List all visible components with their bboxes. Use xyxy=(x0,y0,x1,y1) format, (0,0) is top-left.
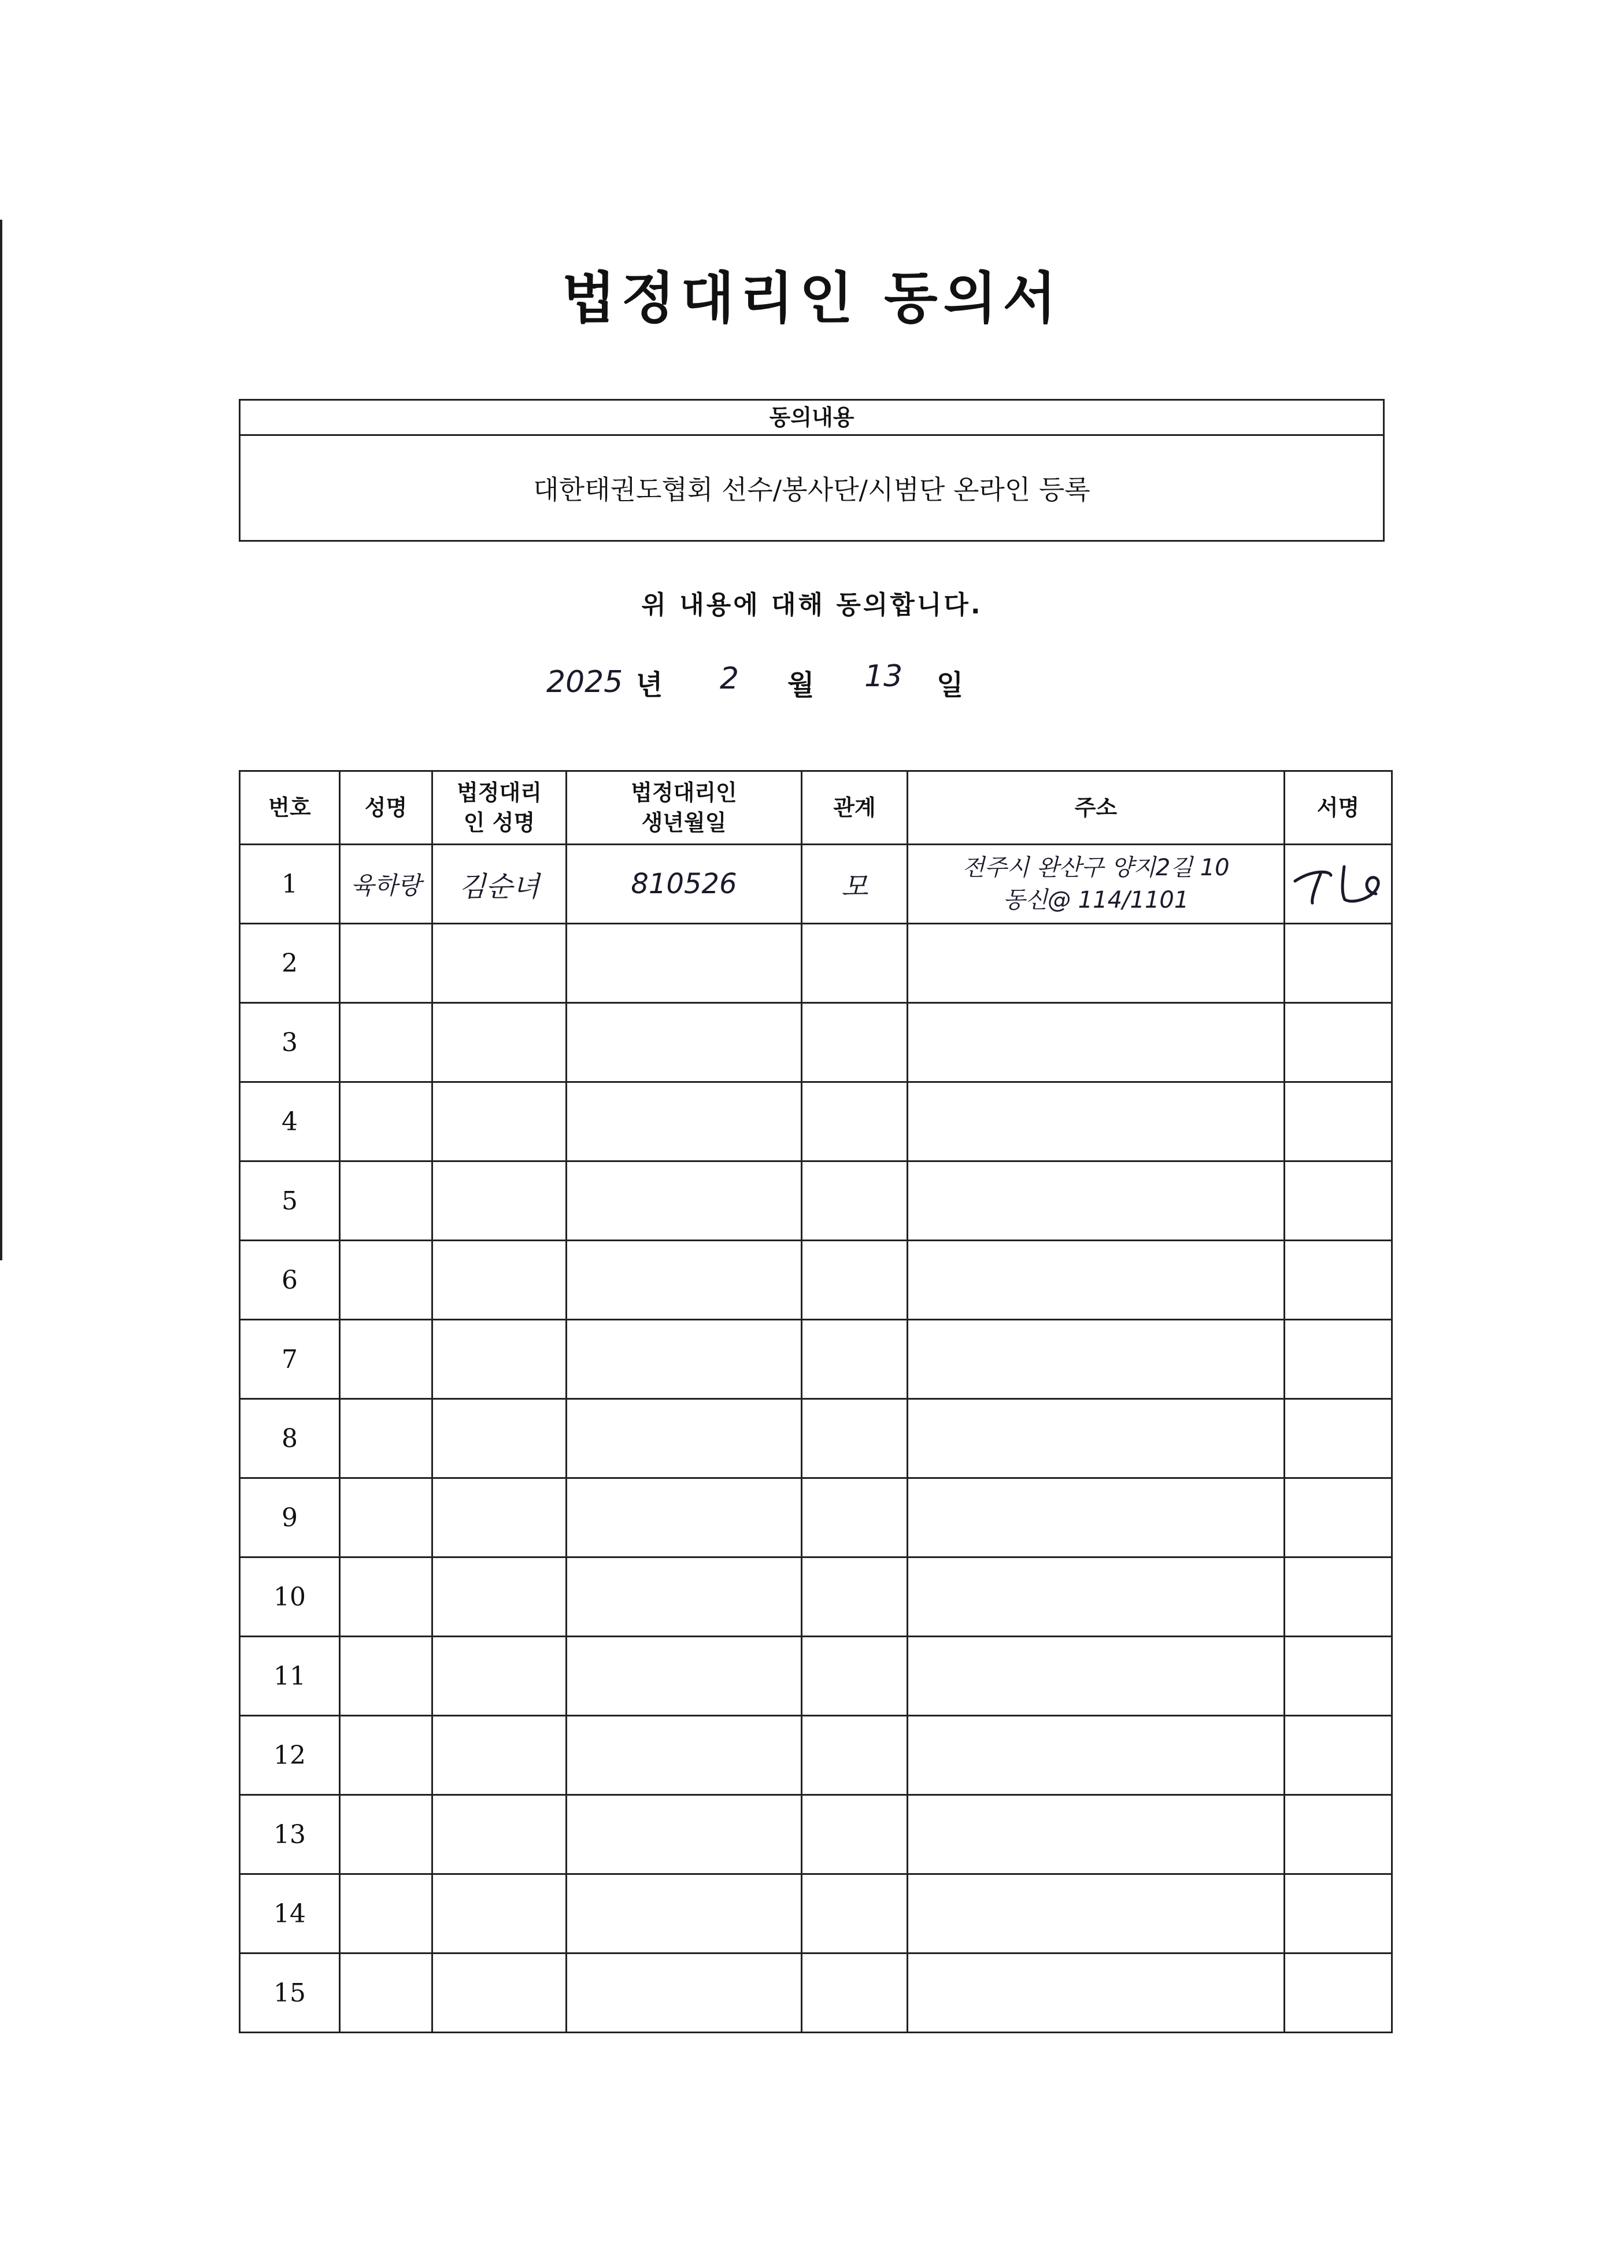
cell-name xyxy=(340,1241,432,1320)
cell-address xyxy=(908,1003,1285,1082)
cell-guardian-birth xyxy=(567,1320,802,1399)
cell-name xyxy=(340,1953,432,2033)
date-day: 13 xyxy=(864,659,903,694)
cell-address xyxy=(908,1082,1285,1161)
cell-no: 5 xyxy=(240,1161,340,1241)
cell-signature xyxy=(1285,1478,1392,1557)
header-no: 번호 xyxy=(240,771,340,845)
cell-guardian-birth xyxy=(567,1241,802,1320)
date-day-unit: 일 xyxy=(937,669,964,701)
cell-guardian-name: 김순녀 xyxy=(432,845,567,924)
handwritten-signature-icon xyxy=(1289,858,1388,910)
table-row xyxy=(240,1874,1392,1953)
table-row xyxy=(240,1795,1392,1874)
cell-signature xyxy=(1285,1320,1392,1399)
cell-relation xyxy=(802,1557,908,1637)
cell-address xyxy=(908,845,1285,924)
cell-relation xyxy=(802,1082,908,1161)
cell-guardian-birth xyxy=(567,1716,802,1795)
cell-address xyxy=(908,1874,1285,1953)
cell-address xyxy=(908,924,1285,1003)
cell-relation xyxy=(802,1161,908,1241)
cell-guardian-birth xyxy=(567,1557,802,1637)
cell-guardian-name xyxy=(432,1161,567,1241)
cell-no: 14 xyxy=(240,1874,340,1953)
cell-address xyxy=(908,1399,1285,1478)
cell-signature xyxy=(1285,1399,1392,1478)
address-line-2: 동신@ 114/1101 xyxy=(1002,887,1189,913)
cell-name xyxy=(340,1874,432,1953)
cell-name xyxy=(340,1399,432,1478)
cell-relation xyxy=(802,1241,908,1320)
cell-no: 1 xyxy=(240,845,340,924)
guardian-table xyxy=(239,770,1393,2033)
cell-name xyxy=(340,924,432,1003)
table-row xyxy=(240,1241,1392,1320)
cell-address xyxy=(908,1795,1285,1874)
header-address: 주소 xyxy=(908,771,1285,845)
cell-signature xyxy=(1285,1795,1392,1874)
cell-guardian-birth: 810526 xyxy=(567,845,802,924)
header-signature: 서명 xyxy=(1285,771,1392,845)
date-month-unit: 월 xyxy=(787,669,815,701)
cell-name xyxy=(340,1478,432,1557)
cell-guardian-name xyxy=(432,1795,567,1874)
cell-guardian-name xyxy=(432,1637,567,1716)
table-row xyxy=(240,1320,1392,1399)
table-row xyxy=(240,924,1392,1003)
cell-name xyxy=(340,1716,432,1795)
cell-relation xyxy=(802,1637,908,1716)
cell-signature xyxy=(1285,1557,1392,1637)
consent-body: 대한태권도협회 선수/봉사단/시범단 온라인 등록 xyxy=(533,474,1090,505)
cell-name xyxy=(340,1795,432,1874)
cell-signature xyxy=(1285,1716,1392,1795)
cell-relation xyxy=(802,1478,908,1557)
table-row xyxy=(240,1637,1392,1716)
cell-guardian-birth xyxy=(567,1874,802,1953)
cell-guardian-name xyxy=(432,1082,567,1161)
cell-name xyxy=(340,1320,432,1399)
cell-no: 3 xyxy=(240,1003,340,1082)
cell-address xyxy=(908,1161,1285,1241)
agreement-statement: 위 내용에 대해 동의합니다. xyxy=(641,590,983,620)
table-row xyxy=(240,1399,1392,1478)
cell-no: 10 xyxy=(240,1557,340,1637)
table-row xyxy=(240,1003,1392,1082)
date-year-unit: 년 xyxy=(636,669,663,701)
cell-guardian-birth xyxy=(567,1003,802,1082)
cell-name xyxy=(340,1161,432,1241)
header-guardian-birth: 법정대리인 생년월일 xyxy=(567,771,802,845)
cell-signature xyxy=(1285,1241,1392,1320)
cell-guardian-birth xyxy=(567,1082,802,1161)
table-row xyxy=(240,1953,1392,2033)
cell-relation xyxy=(802,924,908,1003)
cell-address xyxy=(908,1478,1285,1557)
header-relation: 관계 xyxy=(802,771,908,845)
table-row xyxy=(240,845,1392,924)
cell-guardian-birth xyxy=(567,1161,802,1241)
cell-relation xyxy=(802,1716,908,1795)
address-line-1: 전주시 완산구 양지2길 10 xyxy=(962,854,1230,881)
consent-box xyxy=(239,399,1385,542)
scan-edge-line xyxy=(0,220,2,1260)
cell-guardian-birth xyxy=(567,1478,802,1557)
document-title: 법정대리인 동의서 xyxy=(561,265,1063,331)
header-guardian-name: 법정대리인 성명 xyxy=(432,771,567,845)
cell-no: 8 xyxy=(240,1399,340,1478)
cell-name: 육하랑 xyxy=(340,845,432,924)
cell-guardian-name xyxy=(432,924,567,1003)
cell-relation xyxy=(802,1320,908,1399)
cell-address xyxy=(908,1241,1285,1320)
cell-address xyxy=(908,1557,1285,1637)
cell-guardian-name xyxy=(432,1557,567,1637)
date-line xyxy=(0,659,1624,711)
cell-signature xyxy=(1285,924,1392,1003)
consent-header: 동의내용 xyxy=(241,401,1383,436)
cell-guardian-name xyxy=(432,1399,567,1478)
cell-no: 11 xyxy=(240,1637,340,1716)
cell-guardian-birth xyxy=(567,1795,802,1874)
cell-address xyxy=(908,1716,1285,1795)
cell-name xyxy=(340,1637,432,1716)
cell-no: 4 xyxy=(240,1082,340,1161)
table-row xyxy=(240,1716,1392,1795)
cell-relation xyxy=(802,1795,908,1874)
cell-signature xyxy=(1285,845,1392,924)
cell-name xyxy=(340,1003,432,1082)
cell-guardian-name xyxy=(432,1003,567,1082)
cell-guardian-name xyxy=(432,1320,567,1399)
cell-guardian-birth xyxy=(567,1953,802,2033)
cell-guardian-birth xyxy=(567,1399,802,1478)
cell-address xyxy=(908,1953,1285,2033)
cell-no: 2 xyxy=(240,924,340,1003)
date-year: 2025 xyxy=(546,665,623,700)
cell-address xyxy=(908,1320,1285,1399)
cell-signature xyxy=(1285,1161,1392,1241)
cell-relation: 모 xyxy=(802,845,908,924)
cell-no: 12 xyxy=(240,1716,340,1795)
cell-guardian-name xyxy=(432,1874,567,1953)
cell-no: 15 xyxy=(240,1953,340,2033)
cell-no: 9 xyxy=(240,1478,340,1557)
cell-guardian-name xyxy=(432,1953,567,2033)
cell-no: 13 xyxy=(240,1795,340,1874)
cell-guardian-birth xyxy=(567,924,802,1003)
cell-guardian-birth xyxy=(567,1637,802,1716)
table-row xyxy=(240,1161,1392,1241)
cell-no: 6 xyxy=(240,1241,340,1320)
cell-guardian-name xyxy=(432,1241,567,1320)
cell-guardian-name xyxy=(432,1478,567,1557)
table-row xyxy=(240,1082,1392,1161)
cell-signature xyxy=(1285,1874,1392,1953)
cell-signature xyxy=(1285,1082,1392,1161)
cell-signature xyxy=(1285,1003,1392,1082)
cell-name xyxy=(340,1557,432,1637)
table-header-row xyxy=(240,771,1392,845)
table-row xyxy=(240,1478,1392,1557)
table-row xyxy=(240,1557,1392,1637)
cell-address xyxy=(908,1637,1285,1716)
cell-relation xyxy=(802,1953,908,2033)
header-name: 성명 xyxy=(340,771,432,845)
cell-signature xyxy=(1285,1637,1392,1716)
cell-name xyxy=(340,1082,432,1161)
cell-signature xyxy=(1285,1953,1392,2033)
date-month: 2 xyxy=(720,661,739,696)
cell-relation xyxy=(802,1003,908,1082)
cell-relation xyxy=(802,1874,908,1953)
cell-relation xyxy=(802,1399,908,1478)
cell-no: 7 xyxy=(240,1320,340,1399)
cell-guardian-name xyxy=(432,1716,567,1795)
